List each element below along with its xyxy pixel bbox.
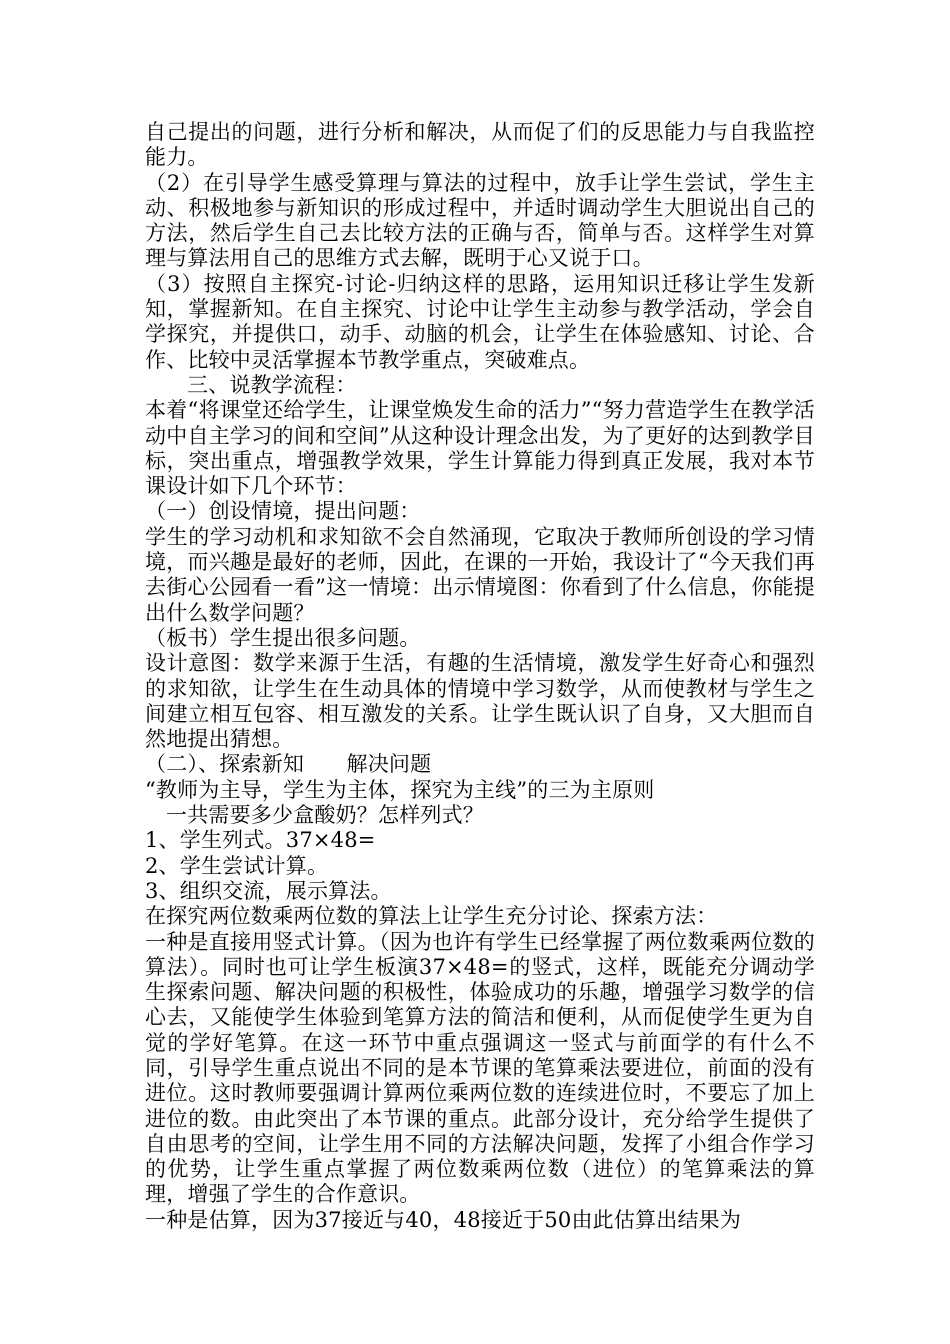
- list-item-2: 2、学生尝试计算。: [145, 853, 329, 878]
- subheading-explore-new-knowledge: （二）、探索新知 解决问题: [145, 752, 432, 777]
- paragraph-point-2: （2）在引导学生感受算理与算法的过程中，放手让学生尝试，学生主动、积极地参与新知识的形成过程中，并适时调动学生大胆说出自己的方法，然后学生自己去比较方法的正确与否，简单与否。这样学生对算理与算法用自己的思维方式去解，既明于心又说于口。: [145, 170, 815, 271]
- paragraph-question-yogurt: 一共需要多少盒酸奶？怎样列式？: [166, 803, 484, 828]
- paragraph-board-writing: （板书）学生提出很多问题。: [145, 625, 421, 650]
- paragraph-estimation: 一种是估算，因为37接近与40，48接近于50由此估算出结果为: [145, 1207, 742, 1232]
- list-item-3: 3、组织交流，展示算法。: [145, 878, 392, 903]
- subheading-create-situation: （一）创设情境，提出问题：: [145, 499, 421, 524]
- paragraph-three-principles: “教师为主导，学生为主体，探究为主线”的三为主原则: [145, 777, 655, 802]
- list-item-1: 1、学生列式。37×48=: [145, 828, 376, 853]
- paragraph-design-intent: 设计意图：数学来源于生活，有趣的生活情境，激发学生好奇心和强烈的求知欲，让学生在生动具体的情境中学习数学，从而使教材与学生之间建立相互包容、相互激发的关系。让学生既认识了自身，又大胆而自然地提出猜想。: [145, 651, 815, 752]
- section-heading-teaching-flow: 三、说教学流程：: [187, 372, 357, 397]
- paragraph-design-concept: 本着“将课堂还给学生，让课堂焕发生命的活力”“努力营造学生在教学活动中自主学习的间和空间”从这种设计理念出发，为了更好的达到教学目标，突出重点，增强教学效果，学生计算能力得到真正发展，我对本节课设计如下几个环节：: [145, 398, 815, 499]
- paragraph-reflection-ability: 自己提出的问题，进行分析和解决，从而促了们的反思能力与自我监控能力。: [145, 120, 815, 170]
- paragraph-vertical-calculation: 一种是直接用竖式计算。（因为也许有学生已经掌握了两位数乘两位数的算法）。同时也可让学生板演37×48=的竖式，这样，既能充分调动学生探索问题、解决问题的积极性，体验成功的乐趣，增强学习数学的信心去，又能使学生体验到笔算方法的简洁和便利，从而促使学生更为自觉的学好笔算。在这一环节中重点强调这一竖式与前面学的有什么不同，引导学生重点说出不同的是本节课的笔算乘法要进位，前面的没有进位。这时教师要强调计算两位乘两位数的连续进位时，不要忘了加上进位的数。由此突出了本节课的重点。此部分设计，充分给学生提供了自由思考的空间，让学生用不同的方法解决问题，发挥了小组合作学习的优势，让学生重点掌握了两位数乘两位数（进位）的笔算乘法的算理，增强了学生的合作意识。: [145, 929, 815, 1207]
- document-body: [145, 120, 815, 1233]
- paragraph-point-3: （3）按照自主探究-讨论-归纳这样的思路，运用知识迁移让学生发新知，掌握新知。在自主探究、讨论中让学生主动参与教学活动，学会自学探究，并提供口，动手、动脑的机会，让学生在体验感知、讨论、合作、比较中灵活掌握本节教学重点，突破难点。: [145, 271, 815, 372]
- paragraph-learning-motivation: 学生的学习动机和求知欲不会自然涌现，它取决于教师所创设的学习情境，而兴趣是最好的老师，因此，在课的一开始，我设计了“今天我们再去街心公园看一看”这一情境：出示情境图：你看到了什么信息，你能提出什么数学问题？: [145, 524, 815, 625]
- paragraph-explore-methods: 在探究两位数乘两位数的算法上让学生充分讨论、探索方法：: [145, 904, 718, 929]
